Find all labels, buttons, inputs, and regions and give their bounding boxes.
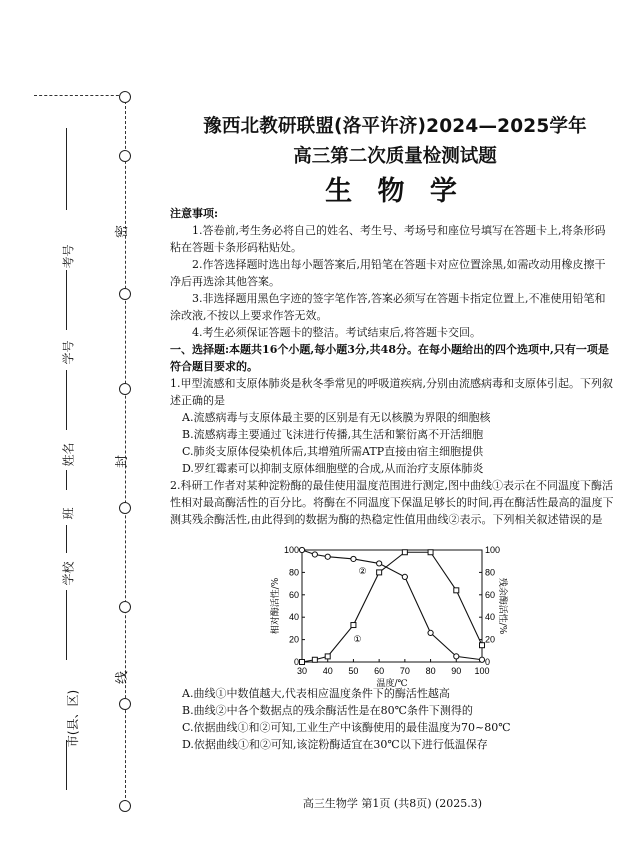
label-city: 市(县、区) <box>66 689 81 748</box>
exam-subtitle: 高三第二次质量检测试题 <box>293 146 497 167</box>
y-left-tick-label: 0 <box>293 657 299 667</box>
q1-option-d: D.罗红霉素可以抑制支原体细胞壁的合成,从而治疗支原体肺炎 <box>182 462 484 475</box>
question-1-stem: 1.甲型流感和支原体肺炎是秋冬季常见的呼吸道疾病,分别由流感病毒和支原体引起。下列叙述正确的是 <box>170 377 613 407</box>
y-left-tick-label: 100 <box>283 545 299 555</box>
q2-option-b: B.曲线②中各个数据点的残余酶活性是在80℃条件下测得的 <box>182 704 473 717</box>
series-1-point <box>402 550 407 555</box>
series-1-label: ① <box>353 634 362 645</box>
series-1-point <box>454 588 459 593</box>
binding-hole <box>119 800 131 812</box>
y-right-tick-label: 100 <box>485 545 501 555</box>
y-left-tick-label: 40 <box>288 612 299 623</box>
fill-line-school <box>66 590 67 660</box>
q1-option-a: A.流感病毒与支原体最主要的区别是有无以核膜为界限的细胞核 <box>182 411 491 424</box>
series-2-point <box>312 552 317 557</box>
x-tick-label: 80 <box>425 666 436 676</box>
x-axis-label: 温度/℃ <box>376 679 408 688</box>
series-1-point <box>377 570 382 575</box>
notice-item: 2.作答选择题时选出每小题答案后,用铅笔在答题卡对应位置涂黑,如需改动用橡皮擦干净后再选涂其他答案。 <box>170 258 606 288</box>
binding-hole <box>119 288 131 300</box>
series-2-point <box>351 556 356 561</box>
q2-option-d: D.依据曲线①和②可知,该淀粉酶适宜在30℃以下进行低温保存 <box>182 738 488 751</box>
x-tick-label: 40 <box>322 666 333 676</box>
x-tick-label: 50 <box>348 666 359 676</box>
series-1-point <box>480 643 485 648</box>
series-2-point <box>377 561 382 566</box>
seal-char-feng: 封 <box>115 454 131 469</box>
series-1-point <box>351 623 356 628</box>
series-1-point <box>428 550 433 555</box>
series-2-point <box>325 554 330 559</box>
notice-item: 4.考生必须保证答题卡的整洁。考试结束后,将答题卡交回。 <box>192 326 481 339</box>
binding-hole <box>119 601 131 613</box>
notice-item: 3.非选择题用黑色字迹的签字笔作答,答案必须写在答题卡指定位置上,不准使用铅笔和涂改液,不按以上要求作答无效。 <box>170 292 606 322</box>
q1-option-b: B.流感病毒主要通过飞沫进行传播,其生活和繁衍离不开活细胞 <box>182 428 484 441</box>
x-tick-label: 100 <box>474 666 490 676</box>
series-1-point <box>312 657 317 662</box>
binding-hole <box>119 383 131 395</box>
plot-frame <box>302 550 482 662</box>
binding-hole <box>119 150 131 162</box>
label-exam-no: 考号 <box>61 244 76 269</box>
section-heading: 一、选择题:本题共16个小题,每小题3分,共48分。在每小题给出的四个选项中,只有一项是符合题目要求的。 <box>170 343 609 373</box>
question-2-stem: 2.科研工作者对某种淀粉酶的最佳使用温度范围进行测定,图中曲线①表示在不同温度下酶活性相对最高酶活性的百分比。将酶在不同温度下保温足够长的时间,再在酶活性最高的温度下测其残余酶活性,由此得到的数据为酶的热稳定性值用曲线②表示。下列相关叙述错误的是 <box>170 479 614 526</box>
y-left-tick-label: 80 <box>288 567 299 578</box>
series-2-point <box>479 657 484 662</box>
y-left-tick-label: 60 <box>288 589 299 600</box>
series-1-point <box>300 660 305 665</box>
series-2-point <box>402 574 407 579</box>
fill-line-class <box>66 470 67 490</box>
q2-options <box>170 685 615 753</box>
q1-option-c: C.肺炎支原体侵染机体后,其增殖所需ATP直接由宿主细胞提供 <box>182 445 484 458</box>
fill-line-exam-no <box>66 128 67 210</box>
seal-char-xian: 线 <box>115 670 131 685</box>
q2-option-c: C.依据曲线①和②可知,工业生产中该酶使用的最佳温度为70~80℃ <box>182 721 511 734</box>
fill-line-school-a <box>66 525 67 553</box>
y-right-tick-label: 0 <box>485 657 491 667</box>
y-right-tick-label: 20 <box>485 634 496 645</box>
x-tick-label: 30 <box>296 666 308 676</box>
label-class: 班 <box>61 507 76 520</box>
binding-hole <box>119 502 131 514</box>
q2-option-a: A.曲线①中数值越大,代表相应温度条件下的酶活性越高 <box>182 687 450 700</box>
y-right-tick-label: 40 <box>485 612 496 623</box>
enzyme-activity-chart <box>258 538 508 688</box>
label-school: 学校 <box>61 561 76 586</box>
series-2-point <box>299 547 304 552</box>
exam-body <box>170 205 615 528</box>
series-2-point <box>454 654 459 659</box>
notice-item: 1.答卷前,考生务必将自己的姓名、考生号、考场号和座位号填写在答题卡上,将条形码粘在答题卡条形码粘贴处。 <box>170 224 606 254</box>
y-left-axis-label: 相对酶活性/% <box>271 577 281 635</box>
x-tick-label: 70 <box>399 666 410 676</box>
y-right-tick-label: 80 <box>485 567 496 578</box>
page-footer: 高三生物学 第1页 (共8页) (2025.3) <box>302 797 483 810</box>
subject-title: 生 物 学 <box>325 176 465 207</box>
binding-hole <box>119 91 131 103</box>
y-right-tick-label: 60 <box>485 589 496 600</box>
series-1-point <box>325 654 330 659</box>
series-line <box>302 550 482 660</box>
fill-line-name <box>66 370 67 430</box>
notice-heading: 注意事项: <box>170 207 219 220</box>
seal-char-mi: 密 <box>115 224 131 239</box>
fill-line-student-no <box>66 270 67 330</box>
x-tick-label: 90 <box>451 666 462 676</box>
series-2-point <box>428 630 433 635</box>
series-line <box>302 552 482 662</box>
exam-title: 豫西北教研联盟(洛平许济)2024—2025学年 <box>203 116 587 137</box>
x-tick-label: 60 <box>374 666 385 676</box>
margin-top-dash <box>34 95 124 96</box>
binding-hole <box>119 698 131 710</box>
label-name: 姓名 <box>61 442 76 467</box>
fill-line-city <box>66 740 67 790</box>
label-student-no: 学号 <box>61 340 76 365</box>
y-left-tick-label: 20 <box>288 634 299 645</box>
series-2-label: ② <box>358 567 367 578</box>
y-right-axis-label: 残余酶活性/% <box>497 577 507 635</box>
